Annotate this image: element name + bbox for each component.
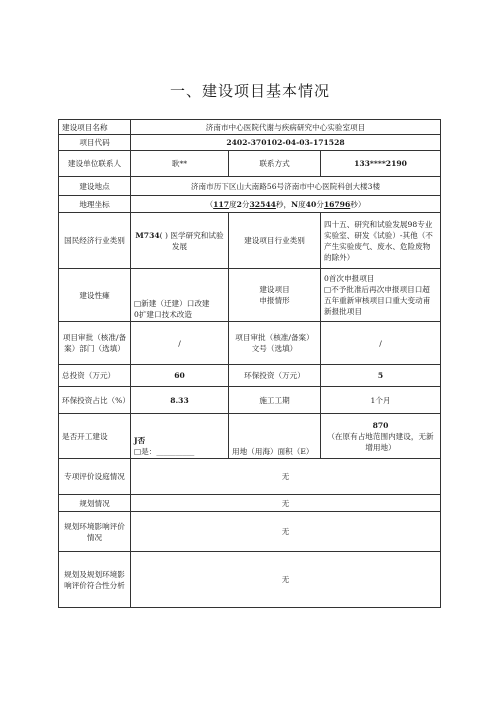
row-investment bbox=[59, 365, 441, 387]
label-total-investment: 总投资（万元） bbox=[59, 365, 131, 387]
row-plan-env bbox=[59, 512, 441, 552]
row-approval bbox=[59, 322, 441, 365]
label-env-investment: 环保投资（万元） bbox=[229, 365, 321, 387]
label-land-area: 用地（用海）面积（E） bbox=[229, 414, 321, 459]
row-special-eval bbox=[59, 459, 441, 495]
row-planning bbox=[59, 495, 441, 512]
label-nature: 建设性瘫 bbox=[59, 269, 131, 322]
row-plan-fit bbox=[59, 552, 441, 608]
value-planning: 无 bbox=[131, 495, 441, 512]
value-construction-period: 1个月 bbox=[321, 387, 441, 414]
lon-minutes: 2 bbox=[236, 199, 242, 209]
land-area-number: 870 bbox=[372, 420, 389, 430]
land-area-note: （在原有占地范围内建设，无新增用地） bbox=[327, 431, 434, 452]
page-title: 一、建设项目基本情况 bbox=[169, 82, 330, 100]
label-started: 是否开工建设 bbox=[59, 414, 131, 459]
value-project-code: 2402-370102-04-03-171528 bbox=[131, 135, 441, 151]
row-industry bbox=[59, 213, 441, 269]
value-coords: （117度2分32544秒，N度40分16796秒） bbox=[131, 196, 441, 213]
value-nature: □新建（迁建）口改建 0扩建口技术改造 bbox=[131, 269, 229, 322]
label-approval-dept: 项目审批（核准/备案）部门（选填） bbox=[59, 322, 131, 365]
row-project-code bbox=[59, 135, 441, 151]
label-plan-env: 规划环境影响评价情况 bbox=[59, 512, 131, 552]
value-industry-type: 四十五、研究和试验发展98专业实验室、研发《试验）-其他（不产生实验废气、废水、危险废物的除外） bbox=[321, 213, 441, 269]
label-contact: 建设单位联系人 bbox=[59, 151, 131, 177]
label-declare: 建设项目 申报情形 bbox=[229, 269, 321, 322]
label-plan-fit: 规划及规划环境影响评价符合性分析 bbox=[59, 552, 131, 608]
row-nature bbox=[59, 269, 441, 322]
value-approval-dept: / bbox=[131, 322, 229, 365]
label-construction-period: 施工工期 bbox=[229, 387, 321, 414]
value-plan-env: 无 bbox=[131, 512, 441, 552]
lon-degrees: 117 bbox=[213, 199, 230, 209]
row-coords bbox=[59, 196, 441, 213]
label-coords: 地理坐标 bbox=[59, 196, 131, 213]
value-approval-doc: / bbox=[321, 322, 441, 365]
value-phone: 133****2190 bbox=[321, 151, 441, 177]
label-industry: 国民经济行业类别 bbox=[59, 213, 131, 269]
label-industry-type: 建设项目行业类别 bbox=[229, 213, 321, 269]
industry-code: M734 bbox=[135, 230, 160, 240]
value-env-ratio: 8.33 bbox=[131, 387, 229, 414]
value-industry: M734( ) 医学研究和试验发展 bbox=[131, 213, 229, 269]
value-env-investment: 5 bbox=[321, 365, 441, 387]
value-project-name: 济南市中心医院代谢与疾病研究中心实验室项目 bbox=[131, 120, 441, 135]
label-project-name: 建设项目名称 bbox=[59, 120, 131, 135]
label-phone: 联系方式 bbox=[229, 151, 321, 177]
value-total-investment: 60 bbox=[131, 365, 229, 387]
row-started bbox=[59, 414, 441, 459]
row-ratio bbox=[59, 387, 441, 414]
project-info-table bbox=[58, 119, 441, 608]
lat-minutes: 40 bbox=[305, 199, 317, 209]
value-special-eval: 无 bbox=[131, 459, 441, 495]
value-started bbox=[131, 414, 229, 459]
lon-seconds: 32544 bbox=[249, 199, 276, 209]
row-location bbox=[59, 177, 441, 196]
label-env-ratio: 环保投资占比（%） bbox=[59, 387, 131, 414]
value-contact: 耿** bbox=[131, 151, 229, 177]
row-contact bbox=[59, 151, 441, 177]
row-project-name bbox=[59, 120, 441, 135]
value-plan-fit: 无 bbox=[131, 552, 441, 608]
label-approval-doc: 项目审批（核准/备案）文号（选填） bbox=[229, 322, 321, 365]
value-land-area bbox=[321, 414, 441, 459]
option-yes: □是：__________ bbox=[134, 447, 195, 456]
lat-seconds: 16796 bbox=[323, 199, 351, 209]
label-project-code: 项目代码 bbox=[59, 135, 131, 151]
label-special-eval: 专项评价设庭情况 bbox=[59, 459, 131, 495]
label-location: 建设地点 bbox=[59, 177, 131, 196]
option-no: J否 bbox=[134, 436, 146, 445]
value-declare: 0首次申报项目 □不予批准后再次申报项目口超五年重新审核项目口重大变动甫新报批项目 bbox=[321, 269, 441, 322]
value-location: 济南市历下区山大南路56号济南市中心医院科创大楼3楼 bbox=[131, 177, 441, 196]
lat-label: N bbox=[291, 199, 299, 209]
label-planning: 规划情况 bbox=[59, 495, 131, 512]
